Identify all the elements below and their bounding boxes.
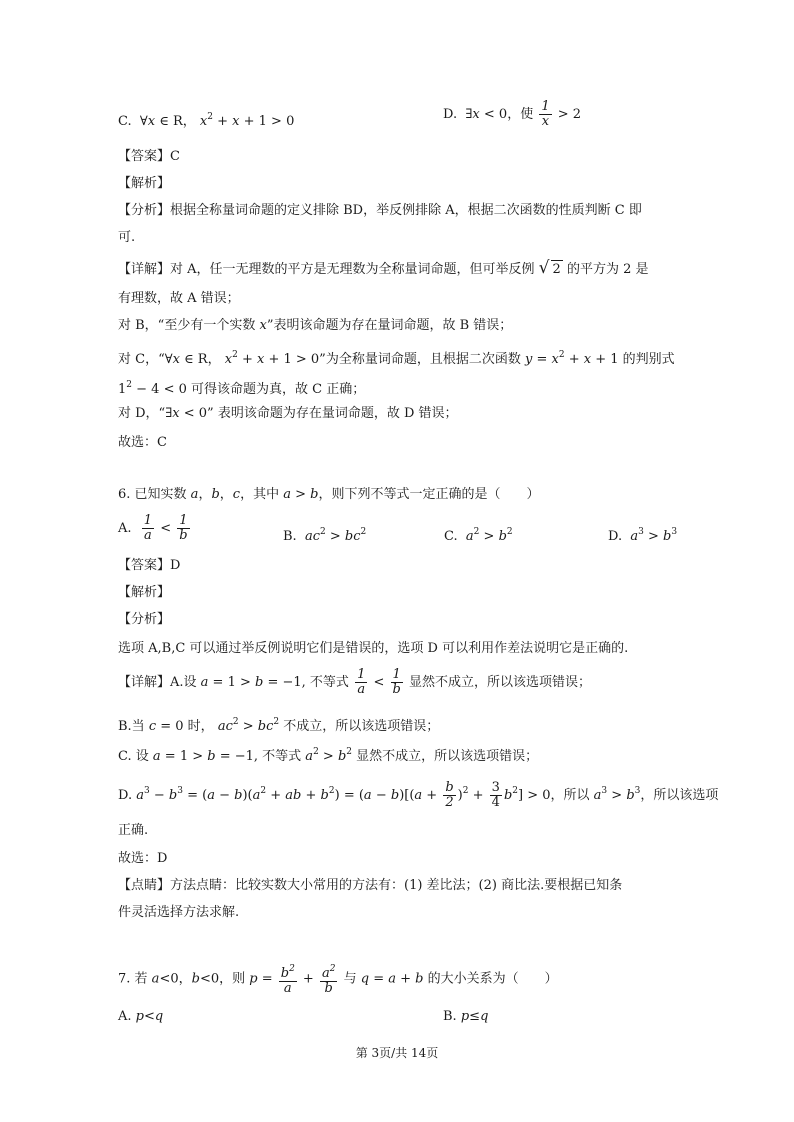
q6-option-a: A. $\frac{1}{a}$ < $\frac{1}{b}$ bbox=[118, 513, 188, 543]
q5-fenxi-line-2: 可. bbox=[118, 230, 136, 245]
q6-detail-d-cont: 正确. bbox=[118, 823, 149, 838]
q6-analysis-heading: 【解析】 bbox=[118, 585, 171, 600]
q5-detail-line-3: 对 B，“至少有一个实数 x”表明该命题为存在量词命题，故 B 错误； bbox=[118, 318, 513, 333]
q5-detail-line-6: 对 D，“∃x < 0” 表明该命题为存在量词命题，故 D 错误； bbox=[118, 406, 458, 421]
q5-option-c: C. ∀x ∈ R， $x^2 + x + 1 > 0$ bbox=[118, 112, 295, 129]
q6-detail-b: B.当 c = 0 时， $ac^2 > bc^2$ 不成立，所以该选项错误； bbox=[118, 717, 440, 734]
q6-fenxi-text: 选项 A,B,C 可以通过举反例说明它们是错误的，选项 D 可以利用作差法说明它是正确的. bbox=[118, 641, 629, 656]
q6-option-b: B. $ac^2 > bc^2$ bbox=[283, 527, 367, 544]
q7-stem: 7. 若 a<0，b<0，则 p = $\frac{b^2}{a}$ + $\frac{a^2}{b}$ 与 q = a + b 的大小关系为（ ） bbox=[118, 964, 558, 996]
q7-option-b: B. p≤q bbox=[443, 1009, 489, 1024]
q5-detail-line-4: 对 C，“∀x ∈ R， $x^2 + x + 1 > 0$”为全称量词命题，且根据二次函数 $y = x^2 + x + 1$ 的判别式 bbox=[118, 350, 675, 367]
q6-detail-d: D. $a^3 - b^3 = (a - b)(a^2$ + ab + $b^2) = (a - b)[(a$ + $\frac{b}{2}$ )$^2$ + $\frac{3}{4}$ $b^2] > 0$，所以 $a^3 > b^3$，所以该选项 bbox=[118, 780, 719, 810]
q6-tip-line-1: 【点睛】方法点睛：比较实数大小常用的方法有：(1) 差比法；(2) 商比法.要根据已知条 bbox=[118, 878, 623, 893]
q5-answer: 【答案】C bbox=[118, 149, 180, 164]
q6-option-d: D. $a^3 > b^3$ bbox=[608, 527, 678, 544]
q5-analysis-heading: 【解析】 bbox=[118, 176, 171, 191]
q7-option-a: A. p<q bbox=[118, 1009, 164, 1024]
q6-option-c: C. $a^2 > b^2$ bbox=[444, 527, 513, 544]
q6-choice: 故选：D bbox=[118, 851, 168, 866]
q5-detail-line-2: 有理数，故 A 错误； bbox=[118, 291, 240, 306]
q5-fenxi-line-1: 【分析】根据全称量词命题的定义排除 BD，举反例排除 A，根据二次函数的性质判断 C 即 bbox=[118, 203, 642, 218]
q6-fenxi-heading: 【分析】 bbox=[118, 612, 171, 627]
q5-option-d: D. ∃x < 0，使 $\frac{1}{x}$ > 2 bbox=[443, 99, 582, 129]
q5-choice: 故选：C bbox=[118, 435, 167, 450]
q5-detail-line-1: 【详解】对 A，任一无理数的平方是无理数为全称量词命题，但可举反例 √ 2 的平方为 2 是 bbox=[118, 258, 649, 278]
q6-stem: 6. 已知实数 a，b，c，其中 a > b，则下列不等式一定正确的是（ ） bbox=[118, 487, 540, 502]
q5-detail-line-5: $1^2 - 4 < 0$ 可得该命题为真，故 C 正确； bbox=[118, 380, 366, 397]
q6-answer: 【答案】D bbox=[118, 558, 181, 573]
q6-detail-a: 【详解】A.设 a = 1 > b = −1, 不等式 $\frac{1}{a}$ < $\frac{1}{b}$ 显然不成立，所以该选项错误； bbox=[118, 667, 591, 697]
page-footer: 第 3页/共 14页 bbox=[355, 1046, 439, 1060]
q6-tip-line-2: 件灵活选择方法求解. bbox=[118, 905, 240, 920]
q6-detail-c: C. 设 a = 1 > b = −1, 不等式 $a^2 > b^2$ 显然不成立，所以该选项错误； bbox=[118, 747, 539, 764]
